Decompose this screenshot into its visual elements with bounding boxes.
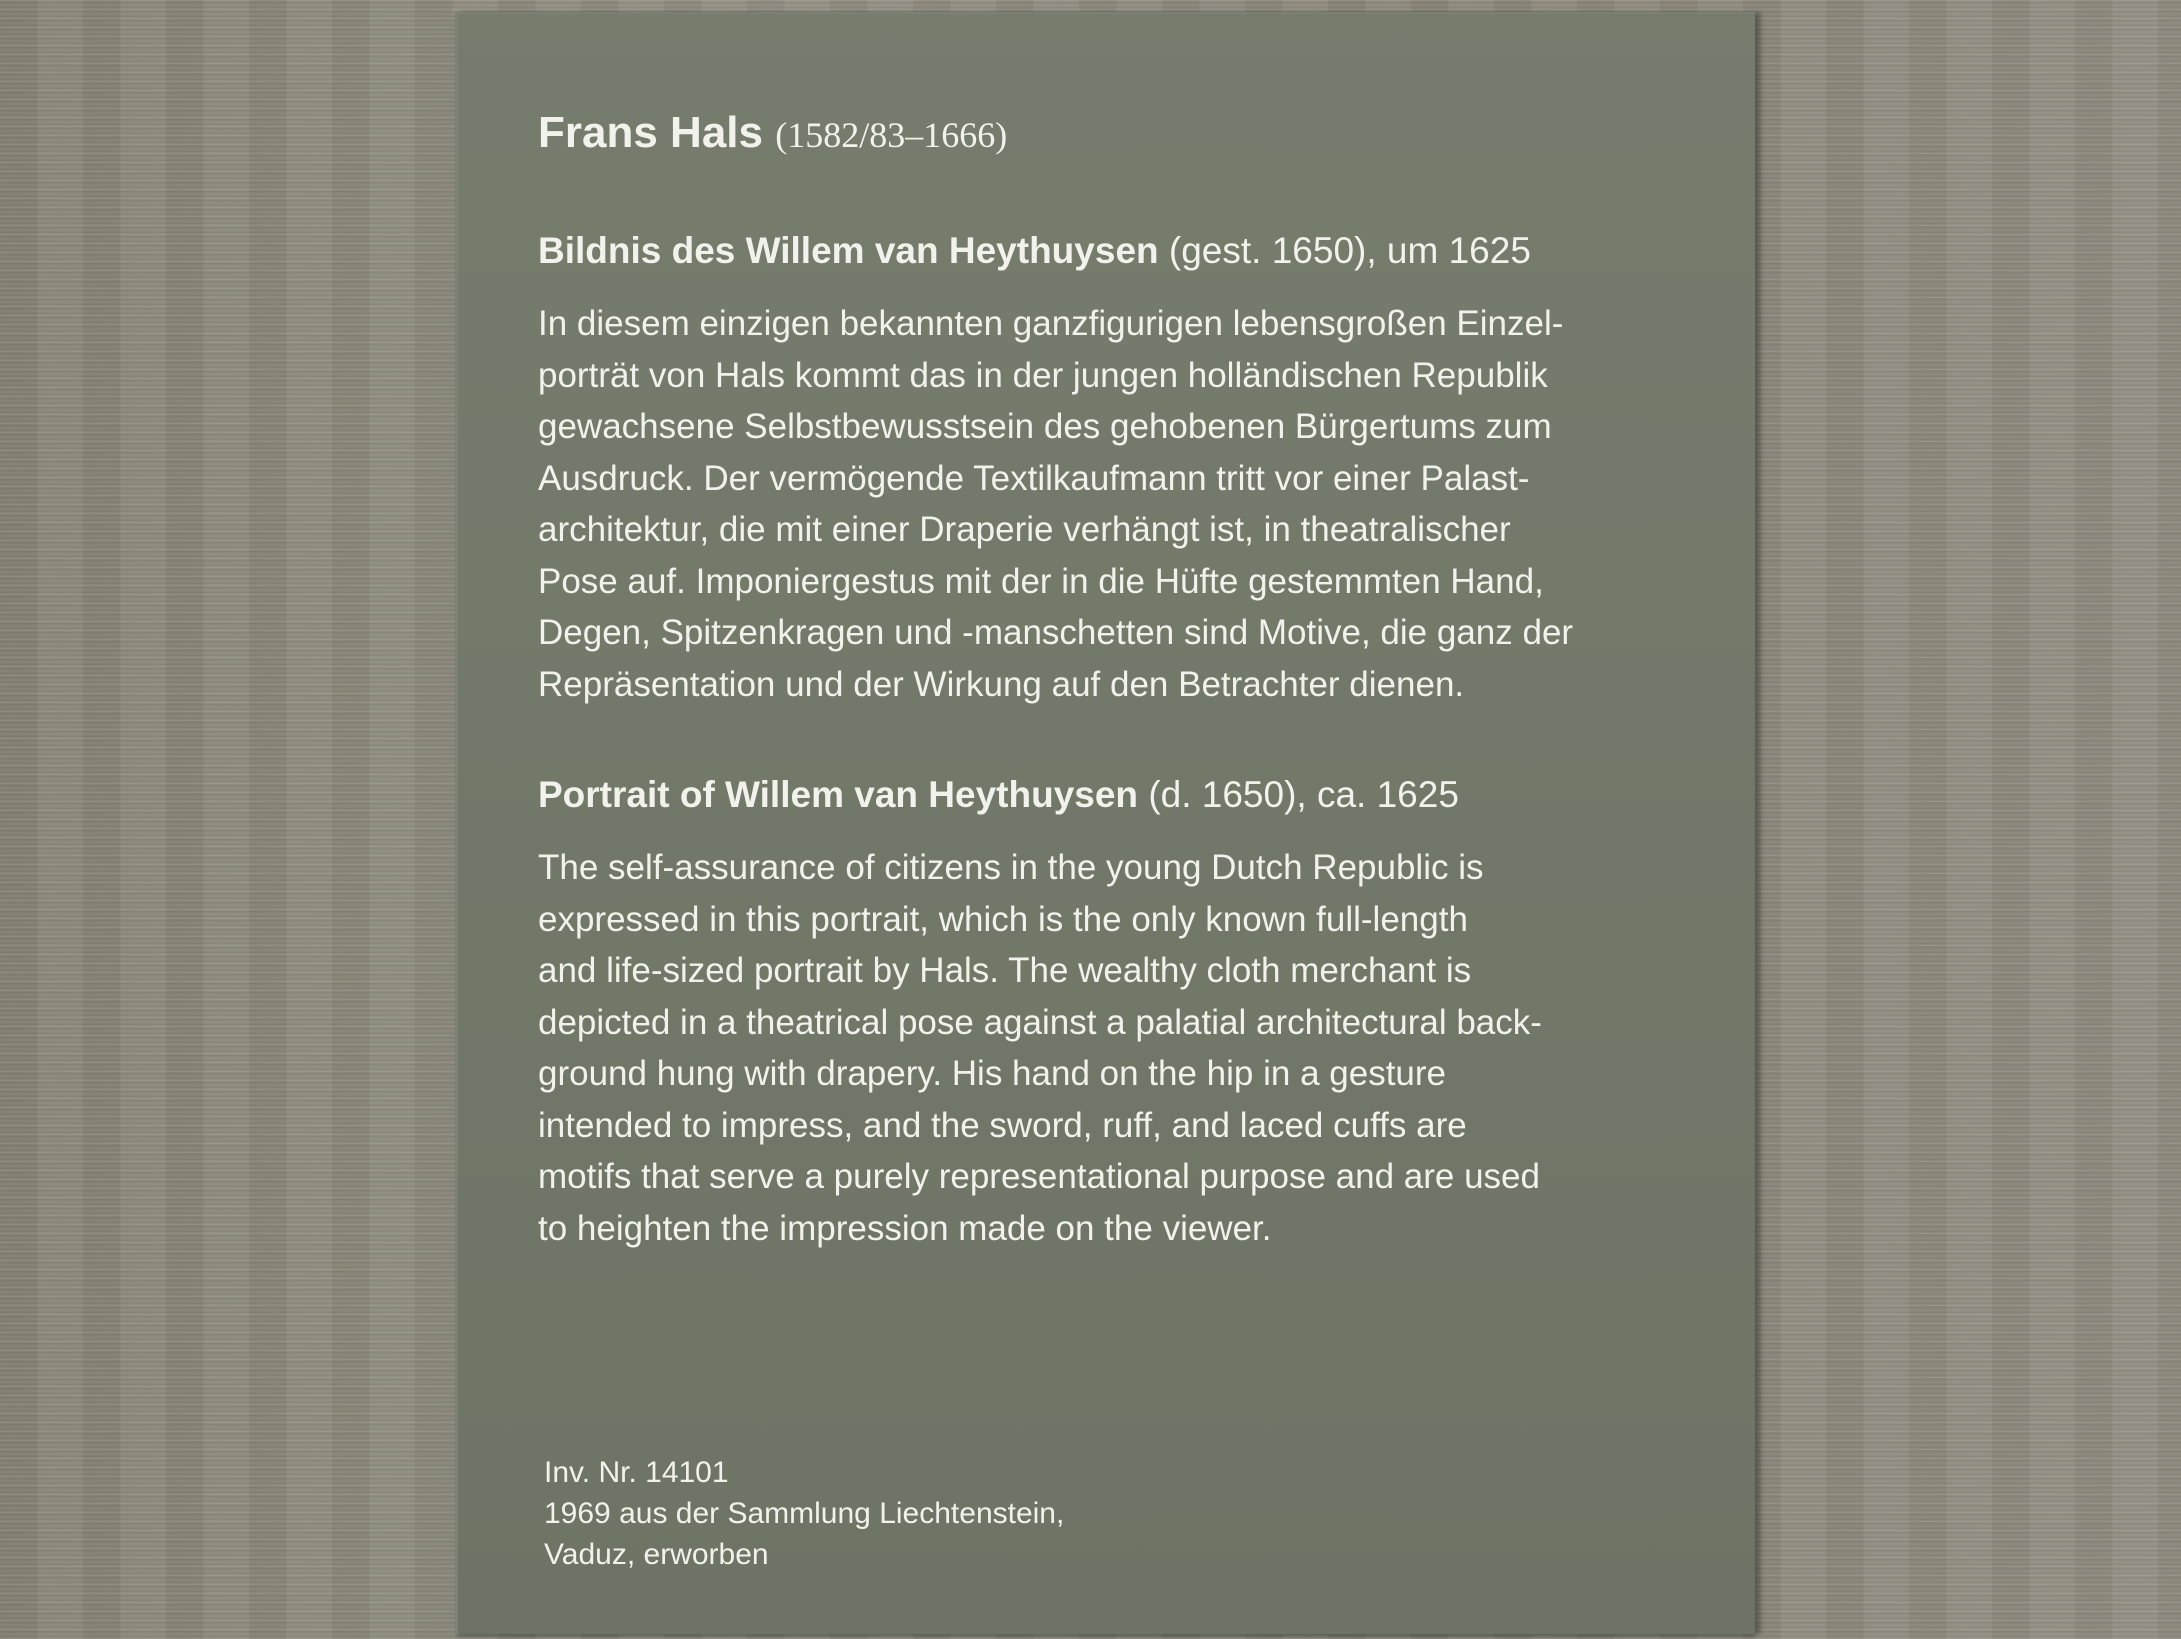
english-title — [538, 772, 1718, 818]
artist-name: Frans Hals — [538, 108, 763, 157]
english-description-line: The self-assurance of citizens in the young Dutch Republic is — [538, 848, 1484, 887]
german-description-line: gewachsene Selbstbewusstsein des gehobenen Bürgertums zum — [538, 407, 1552, 446]
english-title-main: Portrait of Willem van Heythuysen — [538, 774, 1139, 815]
german-description-line: architektur, die mit einer Draperie verhängt ist, in theatralischer — [538, 510, 1511, 549]
inventory-number: Inv. Nr. 14101 — [544, 1456, 729, 1489]
german-description-line: Pose auf. Imponiergestus mit der in die Hüfte gestemmten Hand, — [538, 561, 1544, 601]
german-title-sub: (gest. 1650), um 1625 — [1168, 230, 1531, 271]
german-description-line: Ausdruck. Der vermögende Textilkaufmann tritt vor einer Palast- — [538, 458, 1530, 498]
artist-dates: (1582/83–1666) — [775, 115, 1008, 155]
german-description — [538, 298, 1718, 710]
english-description — [538, 842, 1718, 1254]
german-description-line: In diesem einzigen bekannten ganzfigurigen lebensgroßen Einzel- — [538, 304, 1564, 343]
acquisition-line: 1969 aus der Sammlung Liechtenstein, — [544, 1497, 1065, 1530]
german-title-main: Bildnis des Willem van Heythuysen — [538, 230, 1159, 271]
german-description-line: Repräsentation und der Wirkung auf den Betrachter dienen. — [538, 664, 1465, 704]
inventory-footer — [544, 1452, 1064, 1575]
english-description-line: motifs that serve a purely representational purpose and are used — [538, 1157, 1540, 1196]
german-title — [538, 228, 1718, 274]
english-title-sub: (d. 1650), ca. 1625 — [1148, 774, 1459, 815]
english-description-line: to heighten the impression made on the viewer. — [538, 1208, 1272, 1248]
english-description-line: expressed in this portrait, which is the only known full-length — [538, 899, 1468, 939]
museum-placard — [455, 12, 1755, 1634]
placard-content — [538, 106, 1718, 1254]
english-description-line: intended to impress, and the sword, ruff, and laced cuffs are — [538, 1105, 1467, 1145]
acquisition-line: Vaduz, erworben — [544, 1538, 769, 1571]
german-description-line: Degen, Spitzenkragen und -manschetten sind Motive, die ganz der — [538, 613, 1574, 652]
english-description-line: and life-sized portrait by Hals. The wealthy cloth merchant is — [538, 951, 1472, 990]
artist-heading — [538, 106, 1718, 162]
english-description-line: ground hung with drapery. His hand on the hip in a gesture — [538, 1054, 1447, 1093]
english-description-line: depicted in a theatrical pose against a palatial architectural back- — [538, 1002, 1542, 1042]
german-description-line: porträt von Hals kommt das in der jungen holländischen Republik — [538, 355, 1548, 395]
